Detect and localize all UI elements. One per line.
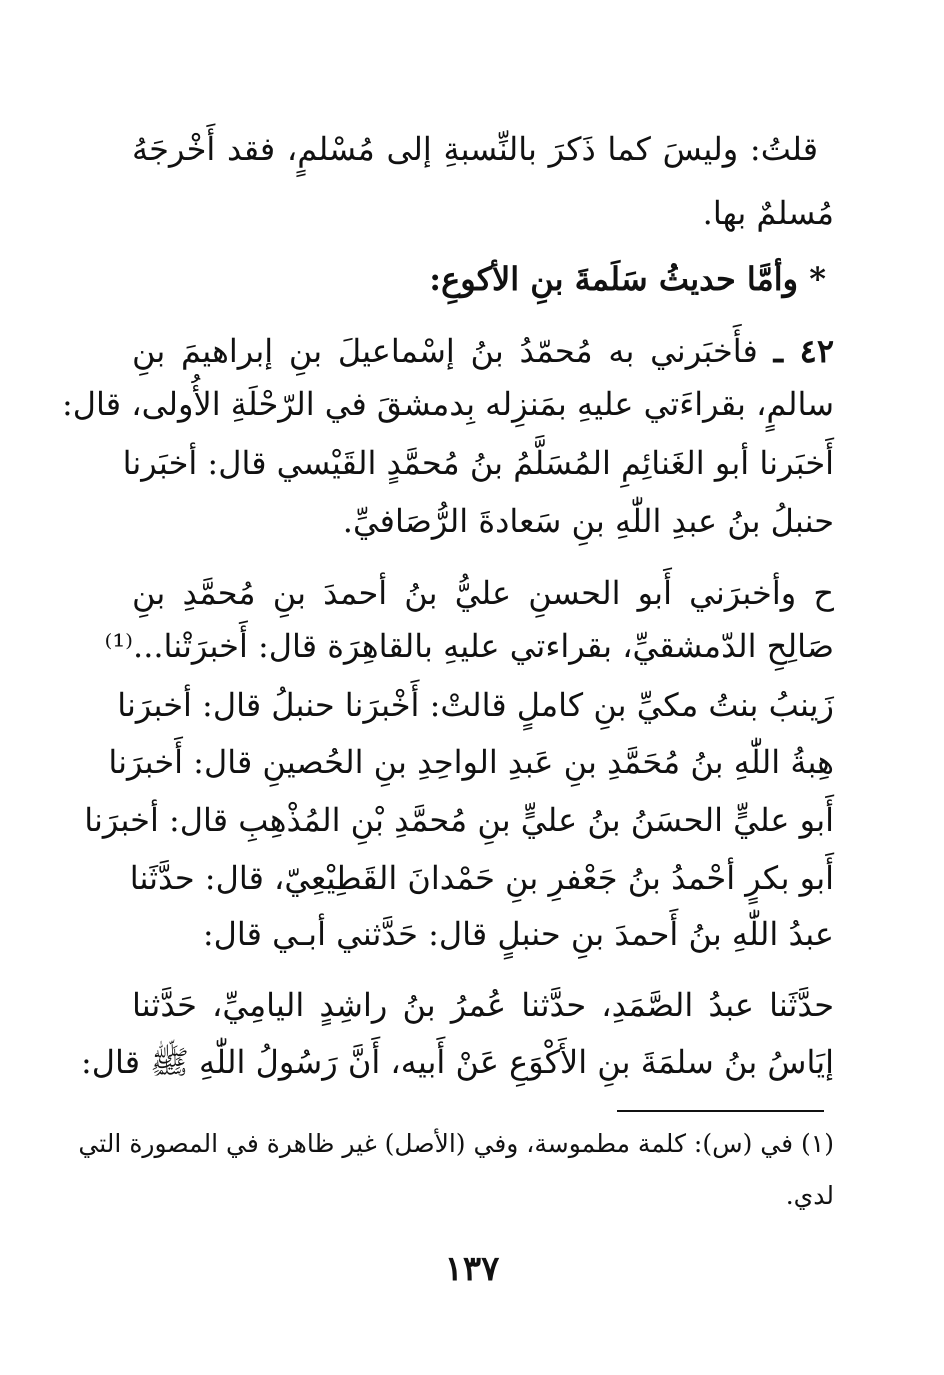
text-line: مُسلمٌ بها. (702, 194, 834, 232)
text-line: عبدُ اللّٰهِ بنُ أَحمدَ بنِ حنبلٍ قال: حَدَّثني أبـي قال: (202, 915, 834, 953)
text-line: حدَّثَنا عبدُ الصَّمَدِ، حدَّثنا عُمرُ بنُ راشِدٍ اليامِيِّ، حَدَّثنا (132, 986, 834, 1024)
hadith-number: ٤٢ ـ (773, 332, 835, 370)
footnote-line: لدي. (785, 1181, 834, 1210)
text-line: أَخبَرنا أبو الغَنائِمِ المُسَلَّمُ بنُ مُحمَّدٍ القَيْسي قال: أخبَرنا (122, 444, 834, 482)
footnote-line: (١) في (س): كلمة مطموسة، وفي (الأصل) غير ظاهرة في المصورة التي (78, 1129, 834, 1158)
text-line: صَالِحِ الدّمشقيِّ، بقراءتي عليهِ بالقاهِرَة قال: أَخبرَتْنا...⁽¹⁾ (104, 627, 834, 665)
text-line: زَينبُ بنتُ مكيِّ بنِ كاملٍ قالتْ: أَخْبرَنا حنبلُ قال: أخبرَنا (117, 686, 834, 724)
text-line: أَبو عليٍّ الحسَنُ بنُ عليٍّ بنِ مُحمَّدِ بْنِ المُذْهِبِ قال: أخبرَنا (84, 801, 834, 839)
text-line: هِبةُ اللّٰهِ بنُ مُحَمَّدِ بنِ عَبدِ الواحِدِ بنِ الحُصينِ قال: أَخبرَنا (108, 743, 834, 781)
text-line-content: فأَخبَرني به مُحمّدُ بنُ إسْماعيلَ بنِ إبراهيمَ بنِ (132, 332, 758, 370)
text-line: ح وأخبرَني أَبو الحسنِ عليُّ بنُ أحمدَ بنِ مُحمَّدِ بنِ (132, 574, 835, 612)
text-line: أَبو بكرٍ أحْمدُ بنُ جَعْفرِ بنِ حَمْدانَ القَطِيْعِيّ، قال: حدَّثَنا (129, 859, 834, 897)
text-line: حنبلُ بنُ عبدِ اللّٰهِ بنِ سَعادةَ الرُّصَافيِّ. (342, 502, 834, 540)
text-line: قلتُ: وليسَ كما ذَكرَ بالنِّسبةِ إلى مُسْلمٍ، فقد أَخْرجَهُ (132, 130, 818, 168)
footnote-separator (617, 1110, 824, 1112)
text-line (132, 329, 834, 373)
page-number: ١٣٧ (444, 1249, 500, 1289)
text-line: إيَاسُ بنُ سلمَةَ بنِ الأَكْوَعِ عَنْ أَبيه، أَنَّ رَسُولُ اللّٰهِ ﷺ قال: (80, 1043, 834, 1081)
text-line: سالمٍ، بقراءَتي عليهِ بمَنزِله بِدمشقَ في الرّحْلَةِ الأُولى، قال: (62, 385, 834, 423)
section-heading: * وأمَّا حديثُ سَلَمةَ بنِ الأكوعِ: (429, 260, 826, 298)
